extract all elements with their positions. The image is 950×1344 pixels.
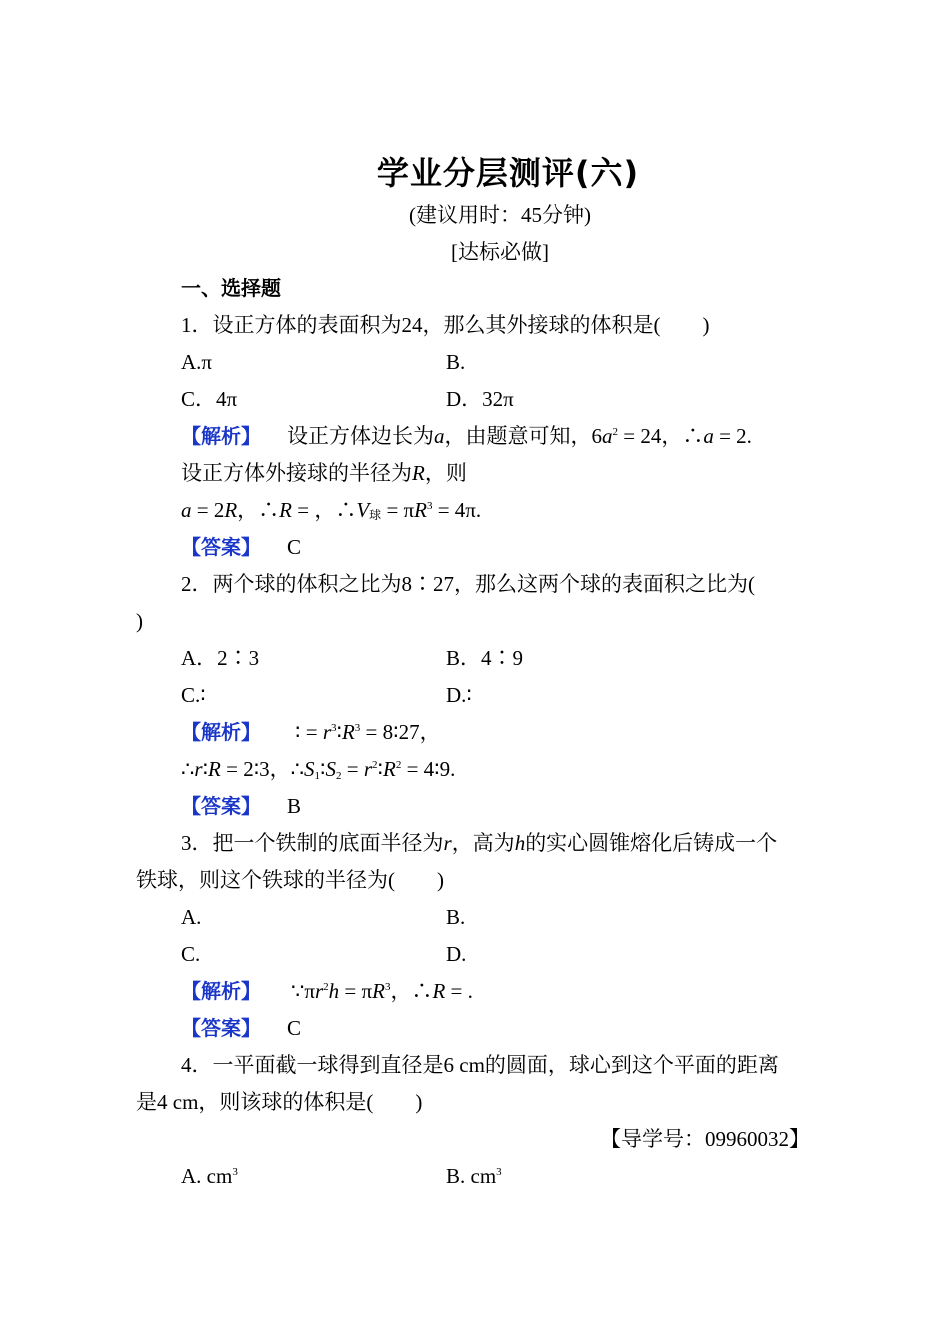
text: 3．把一个铁制的底面半径为 [181, 831, 444, 855]
text: ∶ [336, 720, 342, 744]
text: = 4∶9. [401, 757, 456, 781]
exponent: 2 [395, 759, 402, 771]
q4-stem: 4．一平面截一球得到直径是6 cm的圆面，球心到这个平面的距离 [181, 1053, 779, 1077]
exponent: 2 [612, 426, 618, 438]
q2-analysis-line-2 [181, 755, 455, 783]
text: = . [445, 979, 473, 1003]
answer-value: C [287, 535, 302, 559]
text: B. cm [446, 1164, 497, 1188]
q1-answer [181, 533, 301, 561]
var: r [322, 720, 331, 744]
text: 设正方体边长为 [287, 424, 434, 448]
var: h [514, 831, 526, 855]
time-hint: (建议用时：45分钟) [409, 203, 591, 227]
q2-option-a: A．2∶3 [181, 646, 260, 670]
answer-value: C [287, 1016, 302, 1040]
q2-option-c: C.∶ [181, 683, 206, 707]
text: = 2 [191, 498, 225, 522]
var: r [194, 757, 203, 781]
text: = [341, 757, 364, 781]
var: h [328, 979, 340, 1003]
q3-answer [181, 1014, 301, 1042]
level-heading: [达标必做] [451, 240, 549, 264]
q2-stem: 2．两个球的体积之比为8∶27，那么这两个球的表面积之比为( [181, 572, 755, 596]
q3-stem [181, 829, 777, 857]
var: R [224, 498, 238, 522]
text: = 2. [713, 424, 752, 448]
var: r [363, 757, 373, 781]
answer-label: 【答案】 [181, 535, 261, 559]
answer-label: 【答案】 [181, 1016, 261, 1040]
var: a [181, 498, 192, 522]
var: V [356, 498, 370, 522]
text: = 8∶27， [360, 720, 441, 744]
q2-stem-cont: ) [136, 609, 143, 633]
analysis-label: 【解析】 [181, 424, 261, 448]
text: ，∴ [390, 979, 433, 1003]
q1-option-b: B. [446, 350, 466, 374]
var: a [602, 424, 613, 448]
q3-option-c: C. [181, 942, 201, 966]
var: R [383, 757, 396, 781]
q2-answer [181, 792, 301, 820]
q4-stem-cont: 是4 cm，则该球的体积是( ) [136, 1090, 423, 1114]
var: r [314, 979, 324, 1003]
var: R [412, 461, 425, 485]
text: ，由题意可知，6 [444, 424, 602, 448]
answer-value: B [287, 794, 302, 818]
var: a [703, 424, 714, 448]
q1-analysis-line-1 [181, 422, 752, 450]
text: 的实心圆锥熔化后铸成一个 [525, 831, 778, 855]
var: r [443, 831, 452, 855]
text: = ，∴ [292, 498, 357, 522]
answer-label: 【答案】 [181, 794, 261, 818]
text: ∴ [181, 757, 195, 781]
text: ∶ = [295, 720, 323, 744]
var: R [279, 498, 292, 522]
text: ∶ [377, 757, 383, 781]
text: = π [381, 498, 415, 522]
section-heading: 一、选择题 [181, 276, 281, 300]
analysis-label: 【解析】 [181, 979, 261, 1003]
exponent: 3 [426, 500, 433, 512]
q2-option-d: D.∶ [446, 683, 472, 707]
exponent: 3 [354, 722, 361, 734]
text: ∶ [320, 757, 326, 781]
text: = π [339, 979, 373, 1003]
q4-option-b [446, 1162, 502, 1190]
subscript: 1 [314, 770, 321, 782]
text: ，高为 [451, 831, 515, 855]
q1-option-c: C．4π [181, 387, 238, 411]
text: = 4π. [432, 498, 482, 522]
var: a [434, 424, 445, 448]
var: R [414, 498, 427, 522]
exponent: 2 [323, 981, 329, 993]
q1-option-d: D．32π [446, 387, 514, 411]
var: R [372, 979, 385, 1003]
q3-option-d: D. [446, 942, 467, 966]
text: = 2∶3，∴ [220, 757, 305, 781]
text: 设正方体外接球的半径为 [181, 461, 412, 485]
var: S [325, 757, 336, 781]
q1-analysis-line-3 [181, 496, 481, 529]
q2-option-b: B．4∶9 [446, 646, 524, 670]
var: R [341, 720, 355, 744]
q3-analysis [181, 977, 473, 1005]
q2-analysis-line-1 [181, 718, 441, 746]
q4-guide-number: 【导学号：09960032】 [600, 1127, 810, 1151]
q1-option-a: A.π [181, 350, 213, 374]
q3-stem-cont: 铁球，则这个铁球的半径为( ) [136, 868, 444, 892]
text: ∶ [202, 757, 209, 781]
exponent: 3 [384, 981, 391, 993]
analysis-label: 【解析】 [181, 720, 261, 744]
q3-option-a: A. [181, 905, 202, 929]
text: A. cm [181, 1164, 233, 1188]
exponent: 3 [496, 1166, 502, 1178]
exponent: 3 [232, 1166, 238, 1178]
subscript: 2 [336, 770, 342, 782]
var: R [432, 979, 446, 1003]
var: R [208, 757, 221, 781]
exponent: 2 [372, 759, 378, 771]
text: = 24，∴ [618, 424, 704, 448]
var: S [304, 757, 315, 781]
text: ，∴ [237, 498, 280, 522]
text: ∵π [291, 979, 315, 1003]
q3-option-b: B. [446, 905, 466, 929]
q4-option-a [181, 1162, 238, 1190]
q1-analysis-line-2 [181, 459, 467, 487]
page-title: 学业分层测评(六) [376, 154, 640, 192]
exponent: 3 [331, 722, 337, 734]
q1-stem: 1．设正方体的表面积为24，那么其外接球的体积是( ) [181, 313, 710, 337]
text: ，则 [424, 461, 467, 485]
subscript: 球 [369, 508, 382, 522]
